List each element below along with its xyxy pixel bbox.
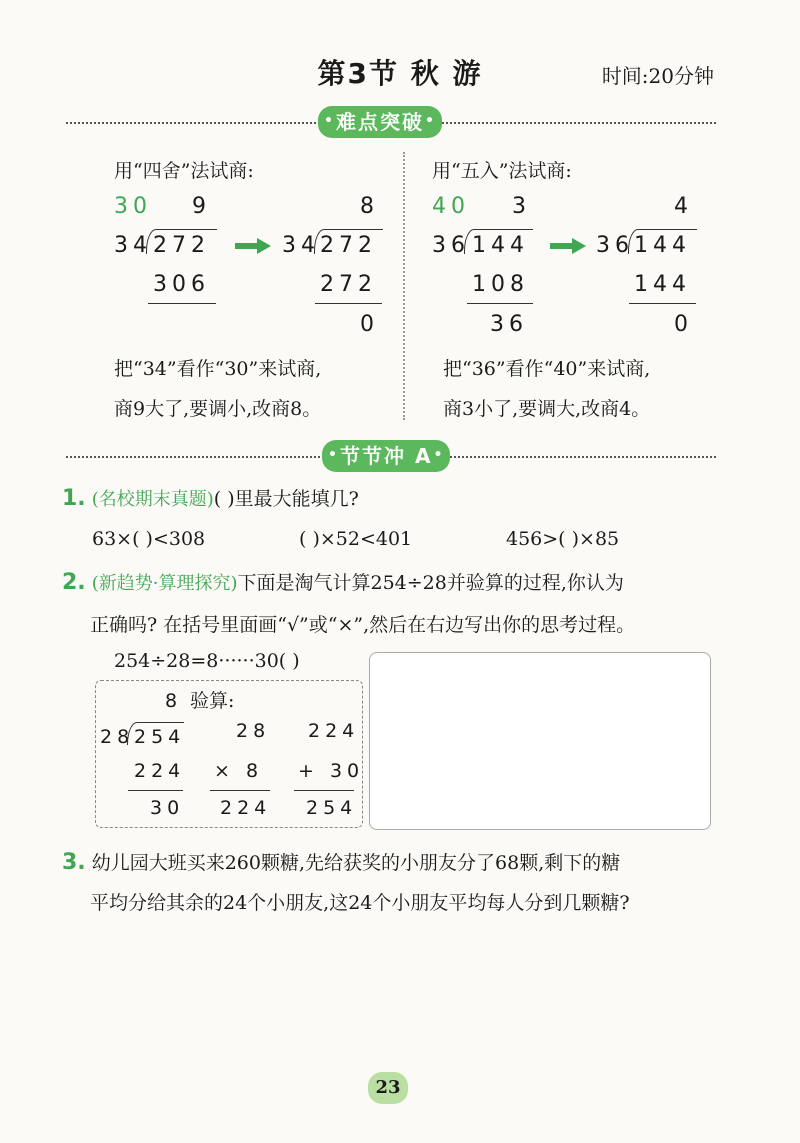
- left-product: 306: [153, 272, 210, 297]
- left-divisor-2: 34: [282, 233, 320, 258]
- check-add-1: 224: [308, 720, 360, 742]
- question-3-text-2: 平均分给其余的24个小朋友,这24个小朋友平均每人分到几颗糖?: [90, 892, 630, 914]
- page-number: 23: [368, 1072, 408, 1104]
- right-remainder-2: 0: [674, 312, 693, 337]
- check-label: 验算:: [190, 690, 235, 712]
- page-title: 第3节 秋 游: [317, 57, 483, 90]
- right-dividend-2: 144: [634, 233, 691, 258]
- question-2-text-2: 正确吗? 在括号里面画“√”或“×”,然后在右边写出你的思考过程。: [90, 614, 636, 636]
- left-underline-2: [315, 303, 382, 304]
- work-dividend: 254: [134, 726, 186, 748]
- answer-box[interactable]: [369, 652, 711, 830]
- left-note-2: 商9大了,要调小,改商8。: [114, 398, 322, 420]
- column-divider: [403, 152, 405, 420]
- right-remainder: 36: [490, 312, 528, 337]
- check-add-underline: [294, 790, 354, 791]
- question-1-item-1: 63×( )<308: [92, 528, 206, 550]
- right-note-1: 把“36”看作“40”来试商,: [443, 358, 651, 380]
- left-trial-hint: 30: [114, 194, 152, 219]
- question-1-text: ( )里最大能填几?: [213, 488, 359, 510]
- check-mult-1: 28: [236, 720, 271, 742]
- right-trial-quotient: 3: [512, 194, 531, 219]
- time-limit: 时间:20分钟: [601, 64, 714, 88]
- check-mult-2: × 8: [214, 760, 264, 782]
- left-dividend: 272: [153, 233, 210, 258]
- right-underline-2: [629, 303, 696, 304]
- left-trial-quotient: 9: [192, 194, 211, 219]
- right-note-2: 商3小了,要调大,改商4。: [443, 398, 651, 420]
- right-trial-hint: 40: [432, 194, 470, 219]
- section-badge-difficulty: • 难点突破 •: [318, 106, 442, 138]
- right-product-2: 144: [634, 272, 691, 297]
- left-product-2: 272: [320, 272, 377, 297]
- work-subtract: 224: [134, 760, 186, 782]
- question-1-tag: (名校期末真题): [91, 489, 214, 510]
- question-2-tag: (新趋势·算理探究): [91, 573, 238, 594]
- work-remainder: 30: [150, 797, 185, 819]
- question-2-line-1: [62, 568, 624, 595]
- question-1-item-2: ( )×52<401: [299, 528, 413, 550]
- check-mult-result: 224: [220, 797, 272, 819]
- arrow-right-icon: [550, 238, 586, 254]
- right-divisor: 36: [432, 233, 470, 258]
- question-3-text-1: 幼儿园大班买来260颗糖,先给获奖的小朋友分了68颗,剩下的糖: [91, 852, 621, 874]
- arrow-right-icon: [235, 238, 271, 254]
- check-add-result: 254: [306, 797, 358, 819]
- left-divisor: 34: [114, 233, 152, 258]
- right-method: 用“五入”法试商:: [432, 160, 572, 182]
- question-3-line-1: [62, 848, 620, 875]
- left-adjusted-quotient: 8: [360, 194, 379, 219]
- check-mult-underline: [210, 790, 270, 791]
- question-2-text-1: 下面是淘气计算254÷28并验算的过程,你认为: [237, 572, 624, 594]
- question-3-number: 3.: [62, 850, 86, 875]
- right-product: 108: [472, 272, 529, 297]
- question-2-equation: 254÷28=8······30( ): [114, 650, 300, 672]
- check-add-2: + 30: [298, 760, 365, 782]
- left-note-1: 把“34”看作“30”来试商,: [114, 358, 322, 380]
- question-2-number: 2.: [62, 570, 86, 595]
- work-divisor: 28: [100, 726, 135, 748]
- question-1-item-3: 456>( )×85: [506, 528, 620, 550]
- work-underline: [128, 790, 183, 791]
- question-1: [62, 484, 359, 511]
- work-quotient: 8: [165, 690, 183, 712]
- right-adjusted-quotient: 4: [674, 194, 693, 219]
- left-underline: [148, 303, 216, 304]
- section-badge-practice: • 节节冲 A •: [322, 440, 450, 472]
- right-underline: [467, 303, 533, 304]
- question-1-number: 1.: [62, 486, 86, 511]
- left-method: 用“四舍”法试商:: [114, 160, 254, 182]
- right-divisor-2: 36: [596, 233, 634, 258]
- left-dividend-2: 272: [320, 233, 377, 258]
- left-remainder-2: 0: [360, 312, 379, 337]
- right-dividend: 144: [472, 233, 529, 258]
